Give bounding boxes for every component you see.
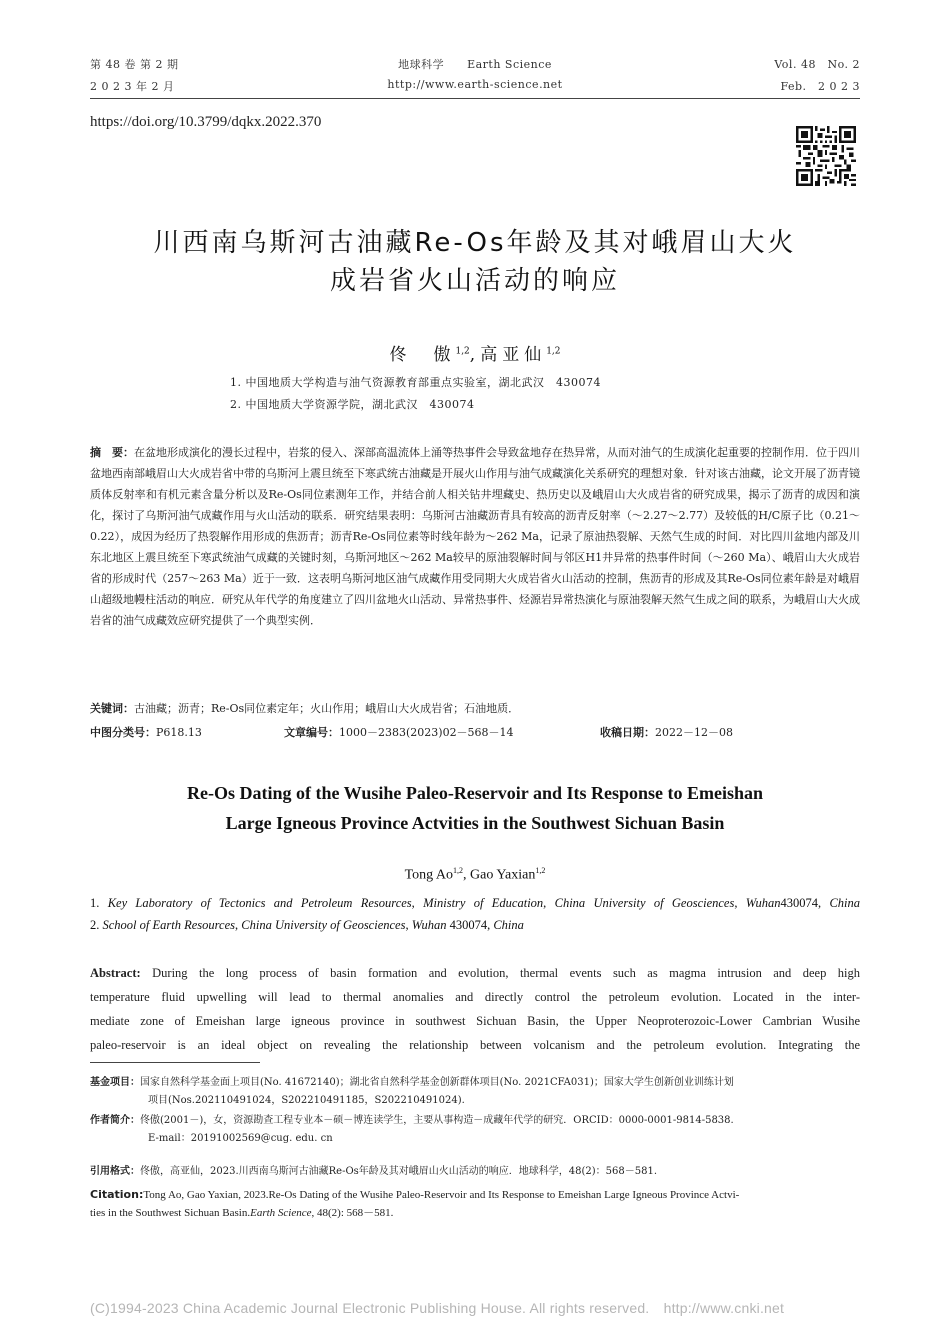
aff-en-2-zip: 430074,	[446, 918, 494, 932]
clc-number	[90, 724, 202, 740]
footnote-rule	[90, 1062, 260, 1063]
citation-en-line1: Tong Ao, Gao Yaxian, 2023.Re-Os Dating of the Wusihe Paleo-Reservoir and Its Response to Emeishan Large Igneous Province Actvi-	[143, 1189, 740, 1201]
abstract-en-line1-text: During the long process of basin formation and evolution, thermal events such as magma intrusion and deep high	[152, 966, 860, 980]
abstract-cn	[90, 442, 860, 631]
author-cn-1-sup: 1,2	[455, 346, 470, 357]
author-footnote	[90, 1112, 860, 1148]
author-cn-sep: ,	[469, 345, 481, 365]
author-en-1-sup: 1,2	[453, 866, 464, 875]
fund-footnote	[90, 1074, 860, 1110]
header-date: 2 0 2 3 年 2 月	[90, 80, 175, 93]
author-cn-2: 高亚仙	[480, 345, 547, 365]
clc-value: P618.13	[156, 726, 202, 739]
aff-en-2-country: China	[493, 918, 524, 932]
author-bio-label: 作者简介：	[90, 1115, 140, 1126]
aff-en-1-univ: China University of Geosciences	[554, 896, 735, 910]
received-date	[600, 724, 733, 740]
abstract-en-line1	[90, 961, 860, 985]
aff-en-1-sep2: ,	[543, 896, 555, 910]
header-date-en: Feb. 2 0 2 3	[780, 80, 860, 93]
cnki-watermark: (C)1994-2023 China Academic Journal Electronic Publishing House. All rights reserved. http://www.cnki.net	[90, 1300, 785, 1316]
citation-cn-text: 佟傲，高亚仙，2023.川西南乌斯河古油藏Re-Os年龄及其对峨眉山火山活动的响应．地球科学，48(2)：568－581.	[140, 1166, 658, 1177]
author-cn-1: 佟 傲	[389, 345, 456, 365]
author-en-2: Gao Yaxian	[470, 867, 536, 883]
abstract-en	[90, 961, 860, 1057]
citation-en-label: Citation:	[90, 1188, 144, 1201]
title-cn-line1: 川西南乌斯河古油藏Re-Os年龄及其对峨眉山大火	[153, 228, 797, 258]
aff-en-1-country: China	[829, 896, 861, 910]
keywords-cn	[90, 698, 860, 719]
title-en-line1: Re-Os Dating of the Wusihe Paleo-Reservoir and Its Response to Emeishan	[186, 783, 763, 803]
author-en-sep: ,	[463, 867, 471, 883]
aff-en-2-univ: China University of Geosciences	[241, 918, 406, 932]
aff-en-1-sep3: ,	[734, 896, 746, 910]
article-label: 文章编号：	[284, 726, 339, 739]
fund-label: 基金项目：	[90, 1077, 140, 1088]
author-en-2-sup: 1,2	[535, 866, 546, 875]
abstract-en-line4: paleo-reservoir is an ideal object on revealing the relationship between volcanism and the petroleum evolution. Integrating the	[90, 1038, 860, 1052]
header-url[interactable]: http://www.earth-science.net	[387, 78, 563, 91]
article-value: 1000－2383(2023)02－568－14	[339, 726, 514, 739]
aff-en-1-zip: 430074,	[780, 896, 830, 910]
title-cn-line2: 成岩省火山活动的响应	[329, 266, 620, 296]
aff-en-1-lab: Key Laboratory of Tectonics and Petroleum Resources	[107, 896, 412, 910]
qr-code-icon[interactable]	[796, 126, 856, 190]
aff-en-2-city: Wuhan	[411, 918, 447, 932]
aff-en-1-sep1: ,	[411, 896, 424, 910]
clc-label: 中图分类号：	[90, 726, 156, 739]
aff-en-1-ministry: Ministry of Education	[423, 896, 544, 910]
aff-en-2-num: 2.	[90, 918, 100, 932]
fund-line2: 项目(Nos.202110491024，S202210491185，S202210491024).	[148, 1095, 465, 1106]
citation-en-journal: Earth Science	[250, 1207, 312, 1219]
author-bio-line1: 佟傲(2001－)，女，资源勘查工程专业本－硕－博连读学生，主要从事构造－成藏年代学的研究．ORCID：0000-0001-9814-5838.	[140, 1115, 734, 1126]
title-en-line2: Large Igneous Province Actvities in the Southwest Sichuan Basin	[225, 813, 725, 833]
author-en-1: Tong Ao	[404, 867, 454, 883]
aff-en-2-school: School of Earth Resources	[102, 918, 236, 932]
affiliation-cn-2: 2. 中国地质大学资源学院，湖北武汉 430074	[230, 398, 475, 411]
citation-en	[90, 1186, 860, 1222]
affiliation-cn-1: 1. 中国地质大学构造与油气资源教育部重点实验室，湖北武汉 430074	[230, 376, 601, 389]
author-cn-2-sup: 1,2	[546, 346, 561, 357]
article-number	[284, 724, 514, 740]
header-volume: 第 48 卷 第 2 期	[90, 58, 179, 71]
aff-en-2-sep2: ,	[405, 918, 412, 932]
aff-en-2-sep1: ,	[235, 918, 242, 932]
keywords-cn-text: 古油藏；沥青；Re-Os同位素定年；火山作用；峨眉山大火成岩省；石油地质．	[134, 702, 520, 715]
authors-cn	[0, 340, 950, 365]
citation-en-line2a: ties in the Southwest Sichuan Basin.	[90, 1207, 251, 1219]
author-email[interactable]: E-mail：20191002569@cug. edu. cn	[148, 1133, 333, 1144]
header-rule	[90, 98, 860, 99]
abstract-en-line3: mediate zone of Emeishan large igneous province in southwest Sichuan Basin, the Upper Neoproterozoic-Lower Cambrian Wusihe	[90, 1014, 860, 1028]
abstract-en-line2: temperature fluid upwelling will lead to thermal anomalies and directly control the petroleum evolution. Located in the inter-	[90, 990, 860, 1004]
fund-line1: 国家自然科学基金面上项目(No. 41672140)；湖北省自然科学基金创新群体项目(No. 2021CFA031)；国家大学生创新创业训练计划	[140, 1077, 734, 1088]
doi-link[interactable]: https://doi.org/10.3799/dqkx.2022.370	[90, 114, 322, 130]
abstract-cn-text: 在盆地形成演化的漫长过程中，岩浆的侵入、深部高温流体上涌等热事件会导致盆地存在热异常，从而对油气的生成演化起重要的控制作用．位于四川盆地西南部峨眉山大火成岩省中带的乌斯河上震旦统至下寒武统古油藏是开展火山作用与油气成藏演化关系研究的理想对象．针对该古油藏，论文开展了沥青镜质体反射率和有机元素含量分析以及Re-Os同位素测年工作，并结合前人相关钻井埋藏史、热历史以及峨眉山大火成岩省的研究成果，揭示了沥青的成因和演化，探讨了乌斯河油气成藏作用与火山活动的联系．研究结果表明：乌斯河古油藏沥青具有较高的沥青反射率（～2.27～2.77）及较低的H/C原子比（0.21～0.22），成因为经历了热裂解作用形成的焦沥青；沥青Re-Os同位素等时线年龄为～262 Ma，记录了原油热裂解、天然气生成的时间．对比四川盆地内部及川东北地区上震旦统至下寒武统油气成藏的关键时刻，乌斯河地区～262 Ma较早的原油裂解时间与邻区H1井异常的热事件时间（～260 Ma）、峨眉山大火成岩省的形成时代（257～263 Ma）近于一致．这表明乌斯河地区油气成藏作用受同期大火成岩省火山活动的控制，焦沥青的形成及其Re-Os同位素年龄是对峨眉山超级地幔柱活动的响应．研究从年代学的角度建立了四川盆地火山活动、异常热事件、烃源岩异常热演化与原油裂解天然气生成之间的联系，为峨眉山大火成岩省的油气成藏效应研究提供了一个典型实例．	[90, 446, 860, 627]
abstract-cn-label: 摘 要：	[90, 446, 134, 459]
header-vol-en: Vol. 48 No. 2	[774, 58, 860, 71]
citation-en-line2b: , 48(2): 568－581.	[311, 1207, 394, 1219]
affiliation-en-1	[90, 896, 860, 911]
citation-cn	[90, 1163, 860, 1181]
date-label: 收稿日期：	[600, 726, 655, 739]
date-value: 2022－12－08	[655, 726, 733, 739]
citation-cn-label: 引用格式：	[90, 1166, 140, 1177]
affiliation-en-2	[90, 918, 860, 933]
abstract-en-label: Abstract:	[90, 966, 141, 980]
authors-en	[0, 866, 950, 884]
aff-en-1-city: Wuhan	[745, 896, 781, 910]
aff-en-1-num: 1.	[90, 896, 100, 910]
header-journal: 地球科学 Earth Science	[398, 58, 552, 71]
keywords-cn-label: 关键词：	[90, 702, 134, 715]
